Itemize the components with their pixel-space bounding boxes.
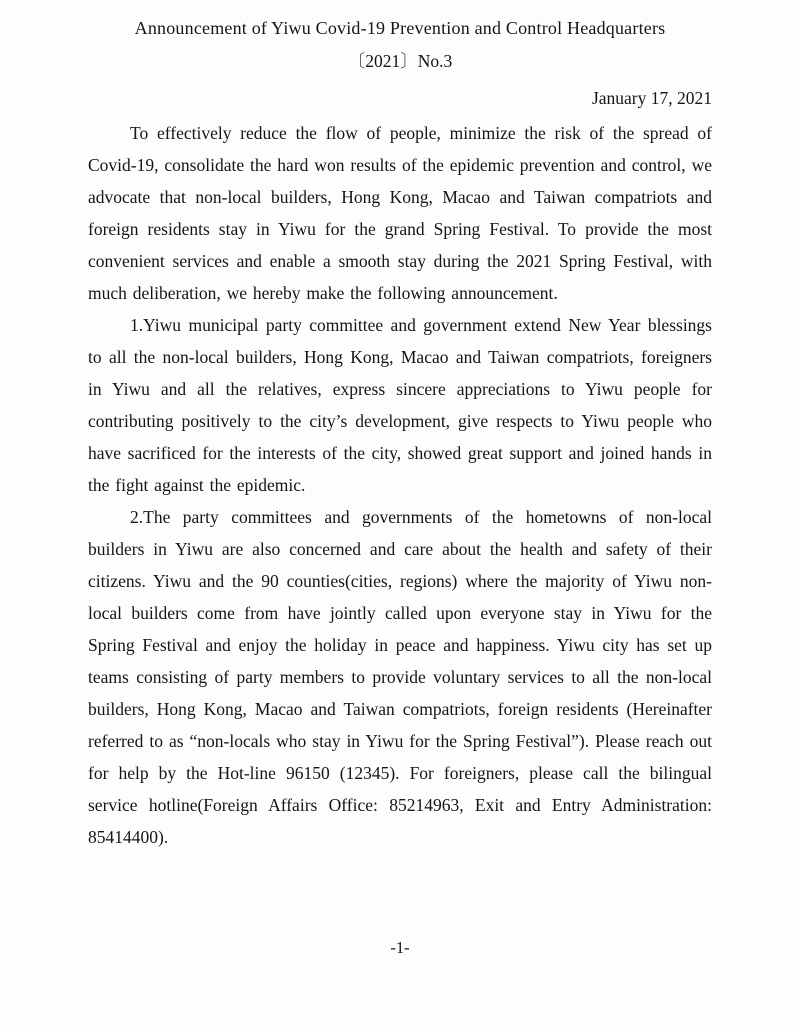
page-number: -1-	[390, 938, 410, 957]
document-number: 〔2021〕No.3	[347, 51, 453, 71]
document-date: January 17, 2021	[591, 88, 712, 108]
paragraph: 2.The party committees and governments of the hometowns of non-local builders in Yiwu are also concerned and care about the health and safety of their citizens. Yiwu and the 90 counties(cities, regions) where the majority of Yiwu non-local builders come from have jointly called upon everyone stay in Yiwu for the Spring Festival and enjoy the holiday in peace and happiness. Yiwu city has set up teams consisting of party members to provide voluntary services to all the non-local builders, Hong Kong, Macao and Taiwan compatriots, foreign residents (Hereinafter referred to as “non-locals who stay in Yiwu for the Spring Festival”). Please reach out for help by the Hot-line 96150 (12345). For foreigners, please call the bilingual service hotline(Foreign Affairs Office: 85214963, Exit and Entry Administration: 85414400).	[88, 507, 712, 847]
paragraph: To effectively reduce the flow of people, minimize the risk of the spread of Covid-19, consolidate the hard won results of the epidemic prevention and control, we advocate that non-local builders, Hong Kong, Macao and Taiwan compatriots and foreign residents stay in Yiwu for the grand Spring Festival. To provide the most convenient services and enable a smooth stay during the 2021 Spring Festival, with much deliberation, we hereby make the following announcement.	[88, 123, 712, 303]
document-body	[88, 117, 712, 853]
document-title: Announcement of Yiwu Covid-19 Prevention and Control Headquarters	[134, 18, 666, 38]
paragraph: 1.Yiwu municipal party committee and government extend New Year blessings to all the non-local builders, Hong Kong, Macao and Taiwan compatriots, foreigners in Yiwu and all the relatives, express sincere appreciations to Yiwu people for contributing positively to the city’s development, give respects to Yiwu people who have sacrificed for the interests of the city, showed great support and joined hands in the fight against the epidemic.	[88, 315, 712, 495]
